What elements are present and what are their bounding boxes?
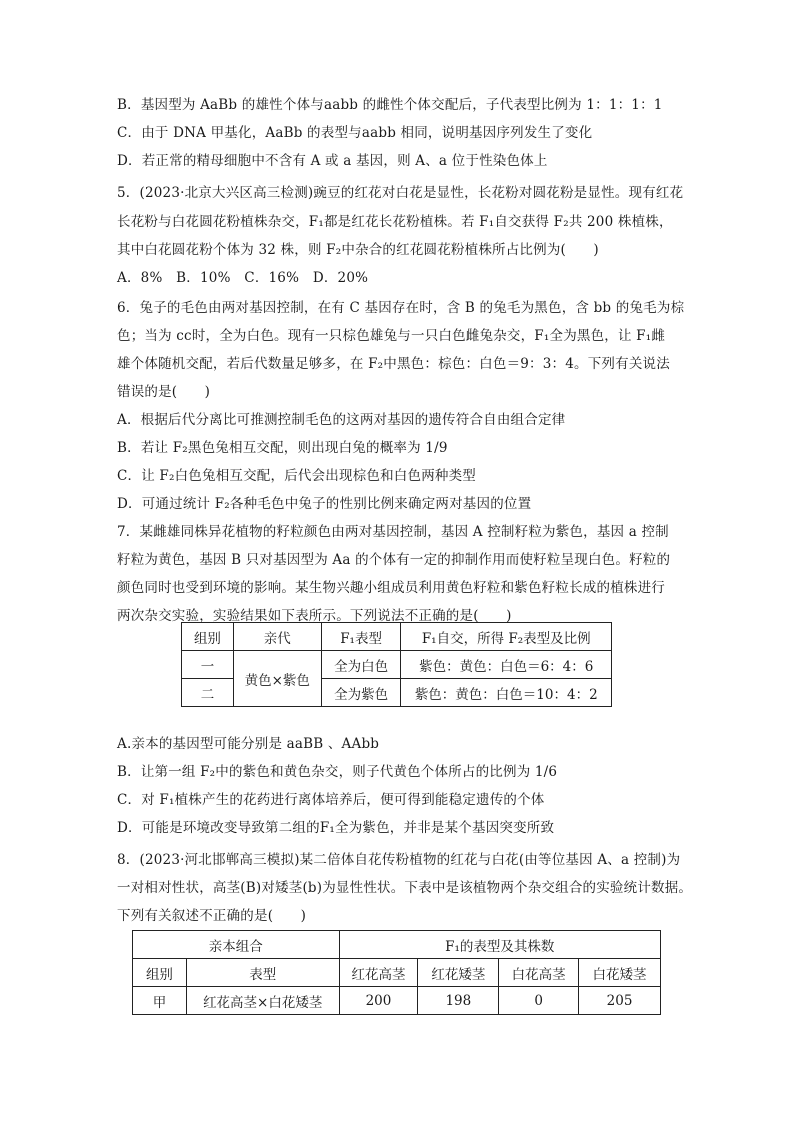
cell-phenotype: 红花高茎×白花矮茎 bbox=[186, 987, 339, 1015]
cell-red-short: 198 bbox=[418, 987, 499, 1015]
cell-f2: 紫色：黄色：白色＝6：4：6 bbox=[401, 651, 612, 679]
text-line: 6．兔子的毛色由两对基因控制，在有 C 基因存在时，含 B 的兔毛为黑色，含 bb 的兔毛为棕 bbox=[117, 300, 685, 316]
text-line: 5．(2023·北京大兴区高三检测)豌豆的红花对白花是显性，长花粉对圆花粉是显性。现有红花 bbox=[117, 185, 684, 201]
header-f2: F₁自交，所得 F₂表型及比例 bbox=[401, 623, 612, 651]
subheader-white-tall: 白花高茎 bbox=[499, 959, 579, 987]
table-row bbox=[182, 651, 612, 679]
text-line: B．基因型为 AaBb 的雄性个体与aabb 的雌性个体交配后，子代表型比例为 1：1：1：1 bbox=[117, 97, 663, 113]
header-group: 组别 bbox=[182, 623, 234, 651]
cell-group: 甲 bbox=[133, 987, 187, 1015]
cell-group: 二 bbox=[182, 679, 234, 707]
cell-f1: 全为白色 bbox=[321, 651, 401, 679]
subheader-group: 组别 bbox=[133, 959, 187, 987]
table-subheader-row bbox=[133, 959, 661, 987]
text-line: 籽粒为黄色，基因 B 只对基因型为 Aa 的个体有一定的抑制作用而使籽粒呈现白色。籽粒的 bbox=[117, 552, 671, 568]
cell-red-tall: 200 bbox=[339, 987, 418, 1015]
text-line: 错误的是( ) bbox=[117, 384, 211, 400]
text-line: 下列有关叙述不正确的是( ) bbox=[117, 908, 307, 924]
subheader-white-short: 白花矮茎 bbox=[579, 959, 661, 987]
text-line: C．让 F₂白色兔相互交配，后代会出现棕色和白色两种类型 bbox=[117, 468, 476, 484]
text-line: B．让第一组 F₂中的紫色和黄色杂交，则子代黄色个体所占的比例为 1/6 bbox=[117, 764, 558, 780]
table-header-row bbox=[182, 623, 612, 651]
header-parents: 亲代 bbox=[233, 623, 321, 651]
text-line: D．若正常的精母细胞中不含有 A 或 a 基因，则 A、a 位于性染色体上 bbox=[117, 153, 548, 169]
cell-f1: 全为紫色 bbox=[321, 679, 401, 707]
text-line: 颜色同时也受到环境的影响。某生物兴趣小组成员利用黄色籽粒和紫色籽粒长成的植株进行 bbox=[117, 580, 665, 596]
text-line: 色；当为 cc时，全为白色。现有一只棕色雄兔与一只白色雌兔杂交，F₁全为黑色，让 F₁雌 bbox=[117, 328, 666, 344]
text-line: 雄个体随机交配，若后代数量足够多，在 F₂中黑色：棕色：白色＝9：3：4。下列有关说法 bbox=[117, 356, 670, 372]
subheader-phenotype: 表型 bbox=[186, 959, 339, 987]
text-line: 8．(2023·河北邯郸高三模拟)某二倍体自花传粉植物的红花与白花(由等位基因 A、a 控制)为 bbox=[117, 852, 681, 868]
text-line: A．8% B．10% C．16% D．20% bbox=[117, 270, 369, 286]
text-line: 长花粉与白花圆花粉植株杂交，F₁都是红花长花粉植株。若 F₁自交获得 F₂共 200 株植株， bbox=[117, 214, 673, 230]
text-line: C．由于 DNA 甲基化，AaBb 的表型与aabb 相同，说明基因序列发生了变化 bbox=[117, 125, 593, 141]
subheader-red-short: 红花矮茎 bbox=[418, 959, 499, 987]
cell-white-tall: 0 bbox=[499, 987, 579, 1015]
experiment-table-q8 bbox=[132, 930, 661, 1015]
subheader-red-tall: 红花高茎 bbox=[339, 959, 418, 987]
text-line: B．若让 F₂黑色兔相互交配，则出现白兔的概率为 1/9 bbox=[117, 440, 448, 456]
text-line: D．可能是环境改变导致第二组的F₁全为紫色，并非是某个基因突变所致 bbox=[117, 820, 555, 836]
text-line: A．根据后代分离比可推测控制毛色的这两对基因的遗传符合自由组合定律 bbox=[117, 412, 566, 428]
header-parent-combo: 亲本组合 bbox=[133, 931, 340, 959]
cell-parents: 黄色×紫色 bbox=[233, 651, 321, 707]
text-line: 两次杂交实验，实验结果如下表所示。下列说法不正确的是( ) bbox=[117, 608, 512, 624]
cell-f2: 紫色：黄色：白色＝10：4：2 bbox=[401, 679, 612, 707]
text-line: D．可通过统计 F₂各种毛色中兔子的性别比例来确定两对基因的位置 bbox=[117, 496, 532, 512]
text-line: C．对 F₁植株产生的花药进行离体培养后，便可得到能稳定遗传的个体 bbox=[117, 792, 545, 808]
header-f1-phenotype: F₁的表型及其株数 bbox=[339, 931, 660, 959]
header-f1: F₁表型 bbox=[321, 623, 401, 651]
text-line: A.亲本的基因型可能分别是 aaBB 、AAbb bbox=[117, 736, 380, 752]
table-header-row bbox=[133, 931, 661, 959]
text-line: 一对相对性状，高茎(B)对矮茎(b)为显性性状。下表中是该植物两个杂交组合的实验统计数据。 bbox=[117, 880, 693, 896]
table-row bbox=[133, 987, 661, 1015]
text-line: 其中白花圆花粉个体为 32 株，则 F₂中杂合的红花圆花粉植株所占比例为( ) bbox=[117, 242, 599, 258]
cell-group: 一 bbox=[182, 651, 234, 679]
cell-white-short: 205 bbox=[579, 987, 661, 1015]
experiment-table-q7 bbox=[181, 622, 612, 707]
text-line: 7．某雌雄同株异花植物的籽粒颜色由两对基因控制，基因 A 控制籽粒为紫色，基因 a 控制 bbox=[117, 524, 669, 540]
